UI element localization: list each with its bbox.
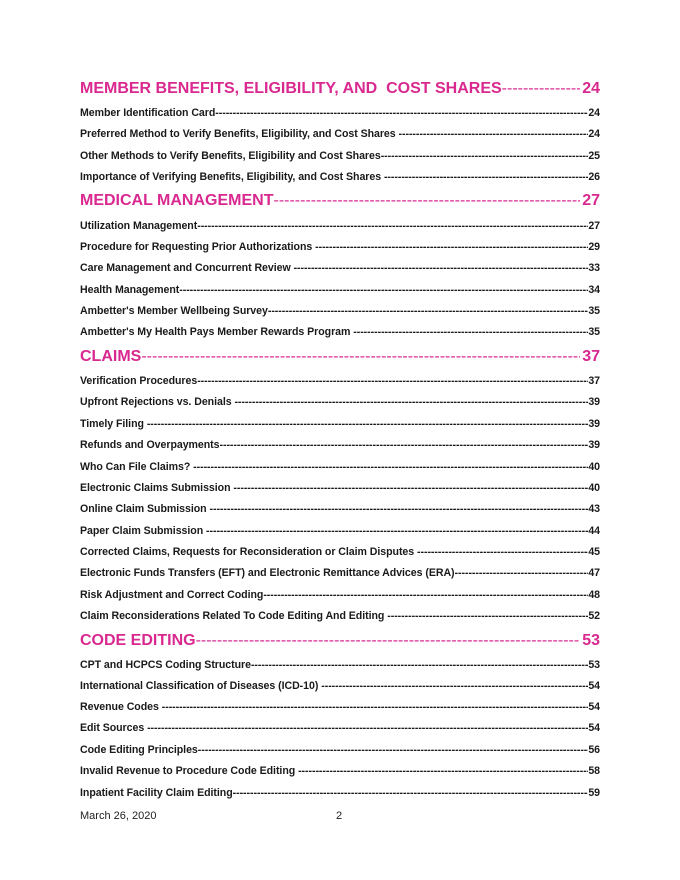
toc-leader-dashes (193, 459, 588, 475)
toc-entry[interactable] (80, 105, 600, 121)
toc-leader-dashes (502, 78, 581, 100)
toc-page-number: 26 (588, 171, 600, 183)
toc-leader-dashes (162, 699, 589, 715)
toc-title: Care Management and Concurrent Review (80, 262, 294, 274)
toc-title: Member Identification Card (80, 107, 216, 119)
footer-date: March 26, 2020 (80, 810, 157, 822)
toc-page-number: 24 (582, 80, 600, 97)
toc-title: Health Management (80, 284, 180, 296)
toc-entry[interactable] (80, 260, 600, 276)
toc-entry[interactable] (80, 324, 600, 340)
toc-page-number: 29 (588, 241, 600, 253)
toc-entry[interactable] (80, 416, 600, 432)
toc-title: Upfront Rejections vs. Denials (80, 396, 235, 408)
toc-entry[interactable] (80, 148, 600, 164)
toc-page-number: 45 (588, 546, 600, 558)
toc-page-number: 53 (582, 632, 600, 649)
toc-leader-dashes (233, 785, 589, 801)
toc-leader-dashes (141, 346, 580, 368)
toc-title: Claim Reconsiderations Related To Code Editing And Editing (80, 610, 388, 622)
toc-leader-dashes (387, 608, 588, 624)
toc-section-heading[interactable] (80, 78, 600, 100)
toc-entry[interactable] (80, 657, 600, 673)
toc-leader-dashes (220, 437, 589, 453)
toc-page-number: 58 (588, 765, 600, 777)
toc-leader-dashes (399, 126, 589, 142)
toc-title: Timely Filing (80, 418, 147, 430)
toc-page-number: 48 (588, 589, 600, 601)
toc-page-number: 59 (588, 787, 600, 799)
toc-entry[interactable] (80, 763, 600, 779)
toc-entry[interactable] (80, 501, 600, 517)
toc-page-number: 27 (582, 192, 600, 209)
toc-entry[interactable] (80, 169, 600, 185)
toc-leader-dashes (298, 763, 588, 779)
toc-leader-dashes (315, 239, 588, 255)
toc-title: Who Can File Claims? (80, 461, 194, 473)
toc-page-number: 35 (588, 326, 600, 338)
toc-title: Invalid Revenue to Procedure Code Editing (80, 765, 299, 777)
toc-leader-dashes (233, 480, 588, 496)
toc-entry[interactable] (80, 126, 600, 142)
toc-title: Corrected Claims, Requests for Reconsideration or Claim Disputes (80, 546, 418, 558)
toc-page-number: 35 (588, 305, 600, 317)
toc-page-number: 40 (588, 482, 600, 494)
toc-title: CLAIMS (80, 348, 142, 365)
toc-entry[interactable] (80, 523, 600, 539)
toc-page-number: 54 (588, 701, 600, 713)
toc-section-heading[interactable] (80, 630, 600, 652)
toc-title: International Classification of Diseases (ICD-10) (80, 680, 322, 692)
toc-leader-dashes (198, 742, 589, 758)
page-footer (80, 810, 600, 826)
toc-leader-dashes (147, 720, 588, 736)
toc-section-heading[interactable] (80, 346, 600, 368)
toc-entry[interactable] (80, 239, 600, 255)
toc-page-number: 24 (588, 128, 600, 140)
toc-entry[interactable] (80, 394, 600, 410)
toc-leader-dashes (294, 260, 589, 276)
toc-leader-dashes (268, 303, 588, 319)
toc-page-number: 37 (588, 375, 600, 387)
footer-page-number: 2 (336, 810, 343, 822)
toc-page-number: 53 (588, 659, 600, 671)
toc-page-number: 56 (588, 744, 600, 756)
toc-title: MEMBER BENEFITS, ELIGIBILITY, AND COST SHARES (80, 80, 502, 97)
toc-title: Inpatient Facility Claim Editing (80, 787, 233, 799)
toc-title: Online Claim Submission (80, 503, 210, 515)
toc-entry[interactable] (80, 699, 600, 715)
toc-leader-dashes (381, 148, 589, 164)
toc-leader-dashes (263, 587, 588, 603)
toc-title: Ambetter's Member Wellbeing Survey (80, 305, 268, 317)
toc-title: Ambetter's My Health Pays Member Rewards Program (80, 326, 354, 338)
toc-title: Other Methods to Verify Benefits, Eligibility and Cost Shares (80, 150, 381, 162)
toc-entry[interactable] (80, 218, 600, 234)
toc-title: CODE EDITING (80, 632, 196, 649)
toc-page-number: 54 (588, 680, 600, 692)
toc-title: Refunds and Overpayments (80, 439, 220, 451)
toc-leader-dashes (179, 282, 588, 298)
toc-title: Edit Sources (80, 722, 148, 734)
toc-title: Preferred Method to Verify Benefits, Eligibility, and Cost Shares (80, 128, 399, 140)
toc-entry[interactable] (80, 608, 600, 624)
toc-section-heading[interactable] (80, 190, 600, 212)
toc-leader-dashes (196, 630, 581, 652)
toc-entry[interactable] (80, 544, 600, 560)
toc-page-number: 39 (588, 418, 600, 430)
toc-page-number: 33 (588, 262, 600, 274)
toc-title: Revenue Codes (80, 701, 162, 713)
toc-leader-dashes (417, 544, 588, 560)
toc-entry[interactable] (80, 303, 600, 319)
toc-title: MEDICAL MANAGEMENT (80, 192, 274, 209)
toc-entry[interactable] (80, 678, 600, 694)
toc-title: Verification Procedures (80, 375, 198, 387)
toc-page-number: 39 (588, 439, 600, 451)
toc-leader-dashes (234, 394, 588, 410)
toc-leader-dashes (251, 657, 588, 673)
toc-entry[interactable] (80, 565, 600, 581)
toc-title: Risk Adjustment and Correct Coding (80, 589, 264, 601)
toc-entry[interactable] (80, 742, 600, 758)
toc-leader-dashes (321, 678, 588, 694)
toc-leader-dashes (206, 523, 588, 539)
toc-page-number: 47 (588, 567, 600, 579)
toc-page-number: 52 (588, 610, 600, 622)
toc-page-number: 25 (588, 150, 600, 162)
toc-title: Paper Claim Submission (80, 525, 207, 537)
toc-page-number: 43 (588, 503, 600, 515)
toc-title: Electronic Funds Transfers (EFT) and Electronic Remittance Advices (ERA) (80, 567, 455, 579)
toc-leader-dashes (353, 324, 588, 340)
toc-page-number: 44 (588, 525, 600, 537)
toc-page-number: 24 (588, 107, 600, 119)
toc-page-number: 40 (588, 461, 600, 473)
toc-entry[interactable] (80, 785, 600, 801)
toc-title: Electronic Claims Submission (80, 482, 234, 494)
toc-entry[interactable] (80, 373, 600, 389)
toc-page-number: 54 (588, 722, 600, 734)
toc-title: Code Editing Principles (80, 744, 198, 756)
toc-leader-dashes (197, 373, 588, 389)
toc-title: Utilization Management (80, 220, 198, 232)
toc-page-number: 34 (588, 284, 600, 296)
toc-leader-dashes (147, 416, 589, 432)
toc-leader-dashes (384, 169, 588, 185)
toc-entry[interactable] (80, 459, 600, 475)
toc-page-number: 27 (588, 220, 600, 232)
toc-entry[interactable] (80, 480, 600, 496)
toc-leader-dashes (215, 105, 588, 121)
toc-entry[interactable] (80, 282, 600, 298)
toc-page-number: 37 (582, 348, 600, 365)
toc-title: Importance of Verifying Benefits, Eligibility, and Cost Shares (80, 171, 384, 183)
toc-leader-dashes (273, 190, 580, 212)
toc-title: Procedure for Requesting Prior Authorizations (80, 241, 316, 253)
toc-title: CPT and HCPCS Coding Structure (80, 659, 251, 671)
toc-leader-dashes (455, 565, 589, 581)
toc-leader-dashes (197, 218, 588, 234)
toc-page-number: 39 (588, 396, 600, 408)
toc-entry[interactable] (80, 587, 600, 603)
toc-entry[interactable] (80, 437, 600, 453)
toc-entry[interactable] (80, 720, 600, 736)
toc-leader-dashes (209, 501, 588, 517)
